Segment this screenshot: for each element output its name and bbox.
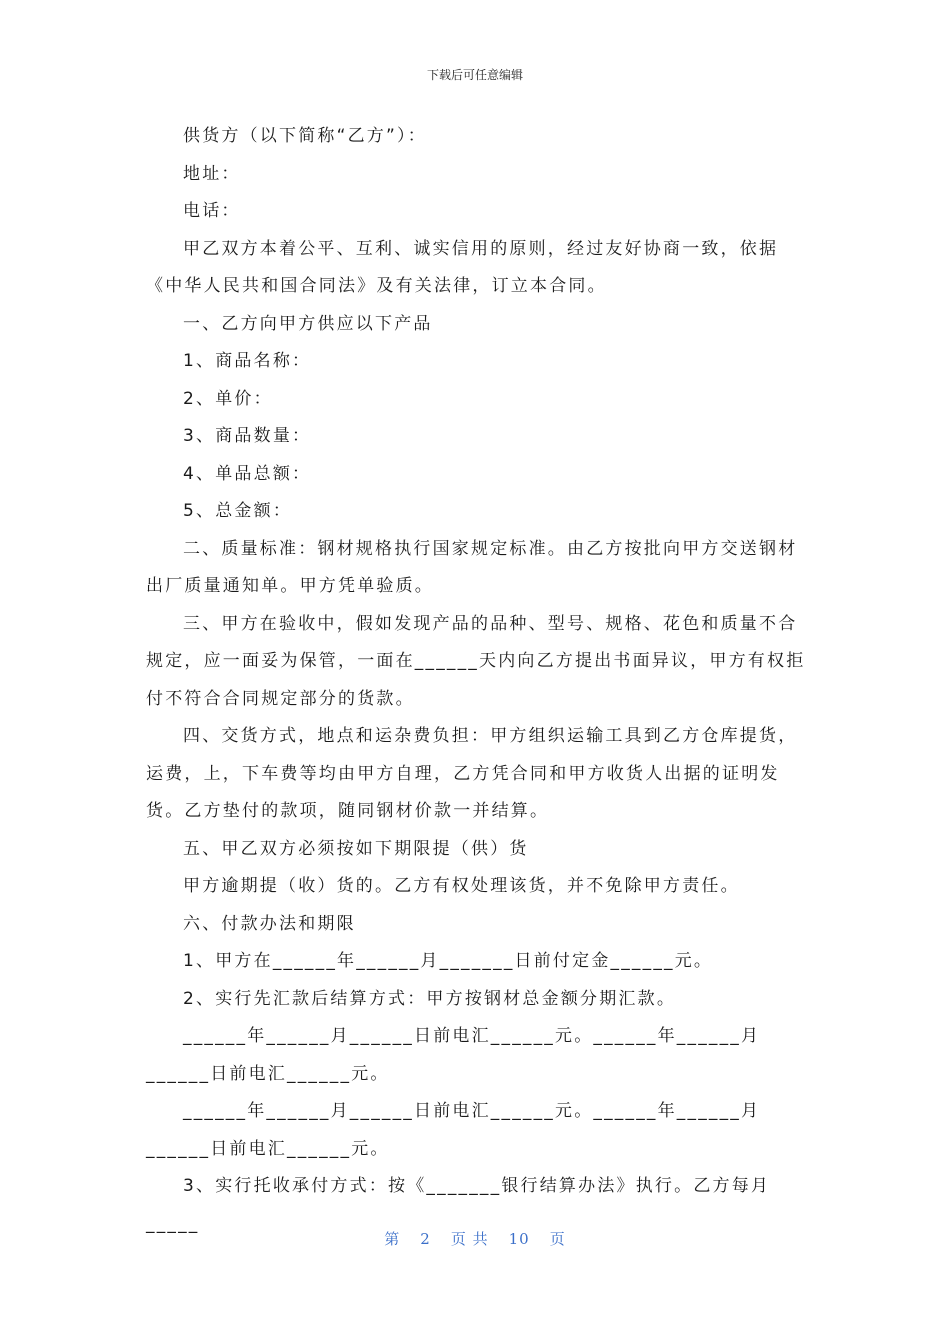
page-header <box>0 66 950 83</box>
paragraph: 3、商品数量： <box>183 426 312 446</box>
paragraph: 六、付款办法和期限 <box>183 913 356 934</box>
paragraph: 供货方（以下简称“乙方”）： <box>183 126 427 146</box>
footer-suffix: 页 <box>549 1230 566 1248</box>
paragraph: ______年______月______日前电汇______元。______年______月______日前电汇______元。 <box>146 1101 761 1159</box>
paragraph: 1、甲方在______年______月_______日前付定金______元。 <box>183 951 714 971</box>
paragraph: 甲方逾期提（收）货的。乙方有权处理该货，并不免除甲方责任。 <box>183 876 740 896</box>
paragraph: 1、商品名称： <box>183 351 312 371</box>
paragraph: 4、单品总额： <box>183 463 312 484</box>
paragraph: 二、质量标准：钢材规格执行国家规定标准。由乙方按批向甲方交送钢材出厂质量通知单。甲方凭单验质。 <box>146 538 798 596</box>
paragraph: 2、实行先汇款后结算方式：甲方按钢材总金额分期汇款。 <box>183 988 677 1009</box>
paragraph: 电话： <box>183 201 241 221</box>
paragraph: 地址： <box>183 163 241 184</box>
paragraph: 2、单价： <box>183 388 273 409</box>
footer-middle: 页 共 <box>450 1230 489 1248</box>
document-body <box>146 118 806 1243</box>
paragraph: ______年______月______日前电汇______元。______年______月______日前电汇______元。 <box>146 1026 761 1084</box>
paragraph: 三、甲方在验收中，假如发现产品的品种、型号、规格、花色和质量不合规定，应一面妥为保管，一面在______天内向乙方提出书面异议，甲方有权拒付不符合合同规定部分的货款。 <box>146 613 806 709</box>
paragraph: 五、甲乙双方必须按如下期限提（供）货 <box>183 838 529 859</box>
paragraph: 四、交货方式，地点和运杂费负担：甲方组织运输工具到乙方仓库提货，运费，上，下车费等均由甲方自理，乙方凭合同和甲方收货人出据的证明发货。乙方垫付的款项，随同钢材价款一并结算。 <box>146 726 798 821</box>
footer-prefix: 第 <box>384 1230 401 1248</box>
paragraph: 甲乙双方本着公平、互利、诚实信用的原则，经过友好协商一致，依据《中华人民共和国合同法》及有关法律，订立本合同。 <box>146 238 779 296</box>
paragraph: 3、实行托收承付方式：按《_______银行结算办法》执行。乙方每月_____ <box>146 1176 771 1234</box>
footer-total-pages: 10 <box>508 1230 530 1248</box>
page-footer <box>0 1228 950 1249</box>
header-note: 下载后可任意编辑 <box>426 68 523 82</box>
footer-page-number: 2 <box>420 1230 431 1248</box>
paragraph: 一、乙方向甲方供应以下产品 <box>183 313 433 334</box>
paragraph: 5、总金额： <box>183 501 293 521</box>
